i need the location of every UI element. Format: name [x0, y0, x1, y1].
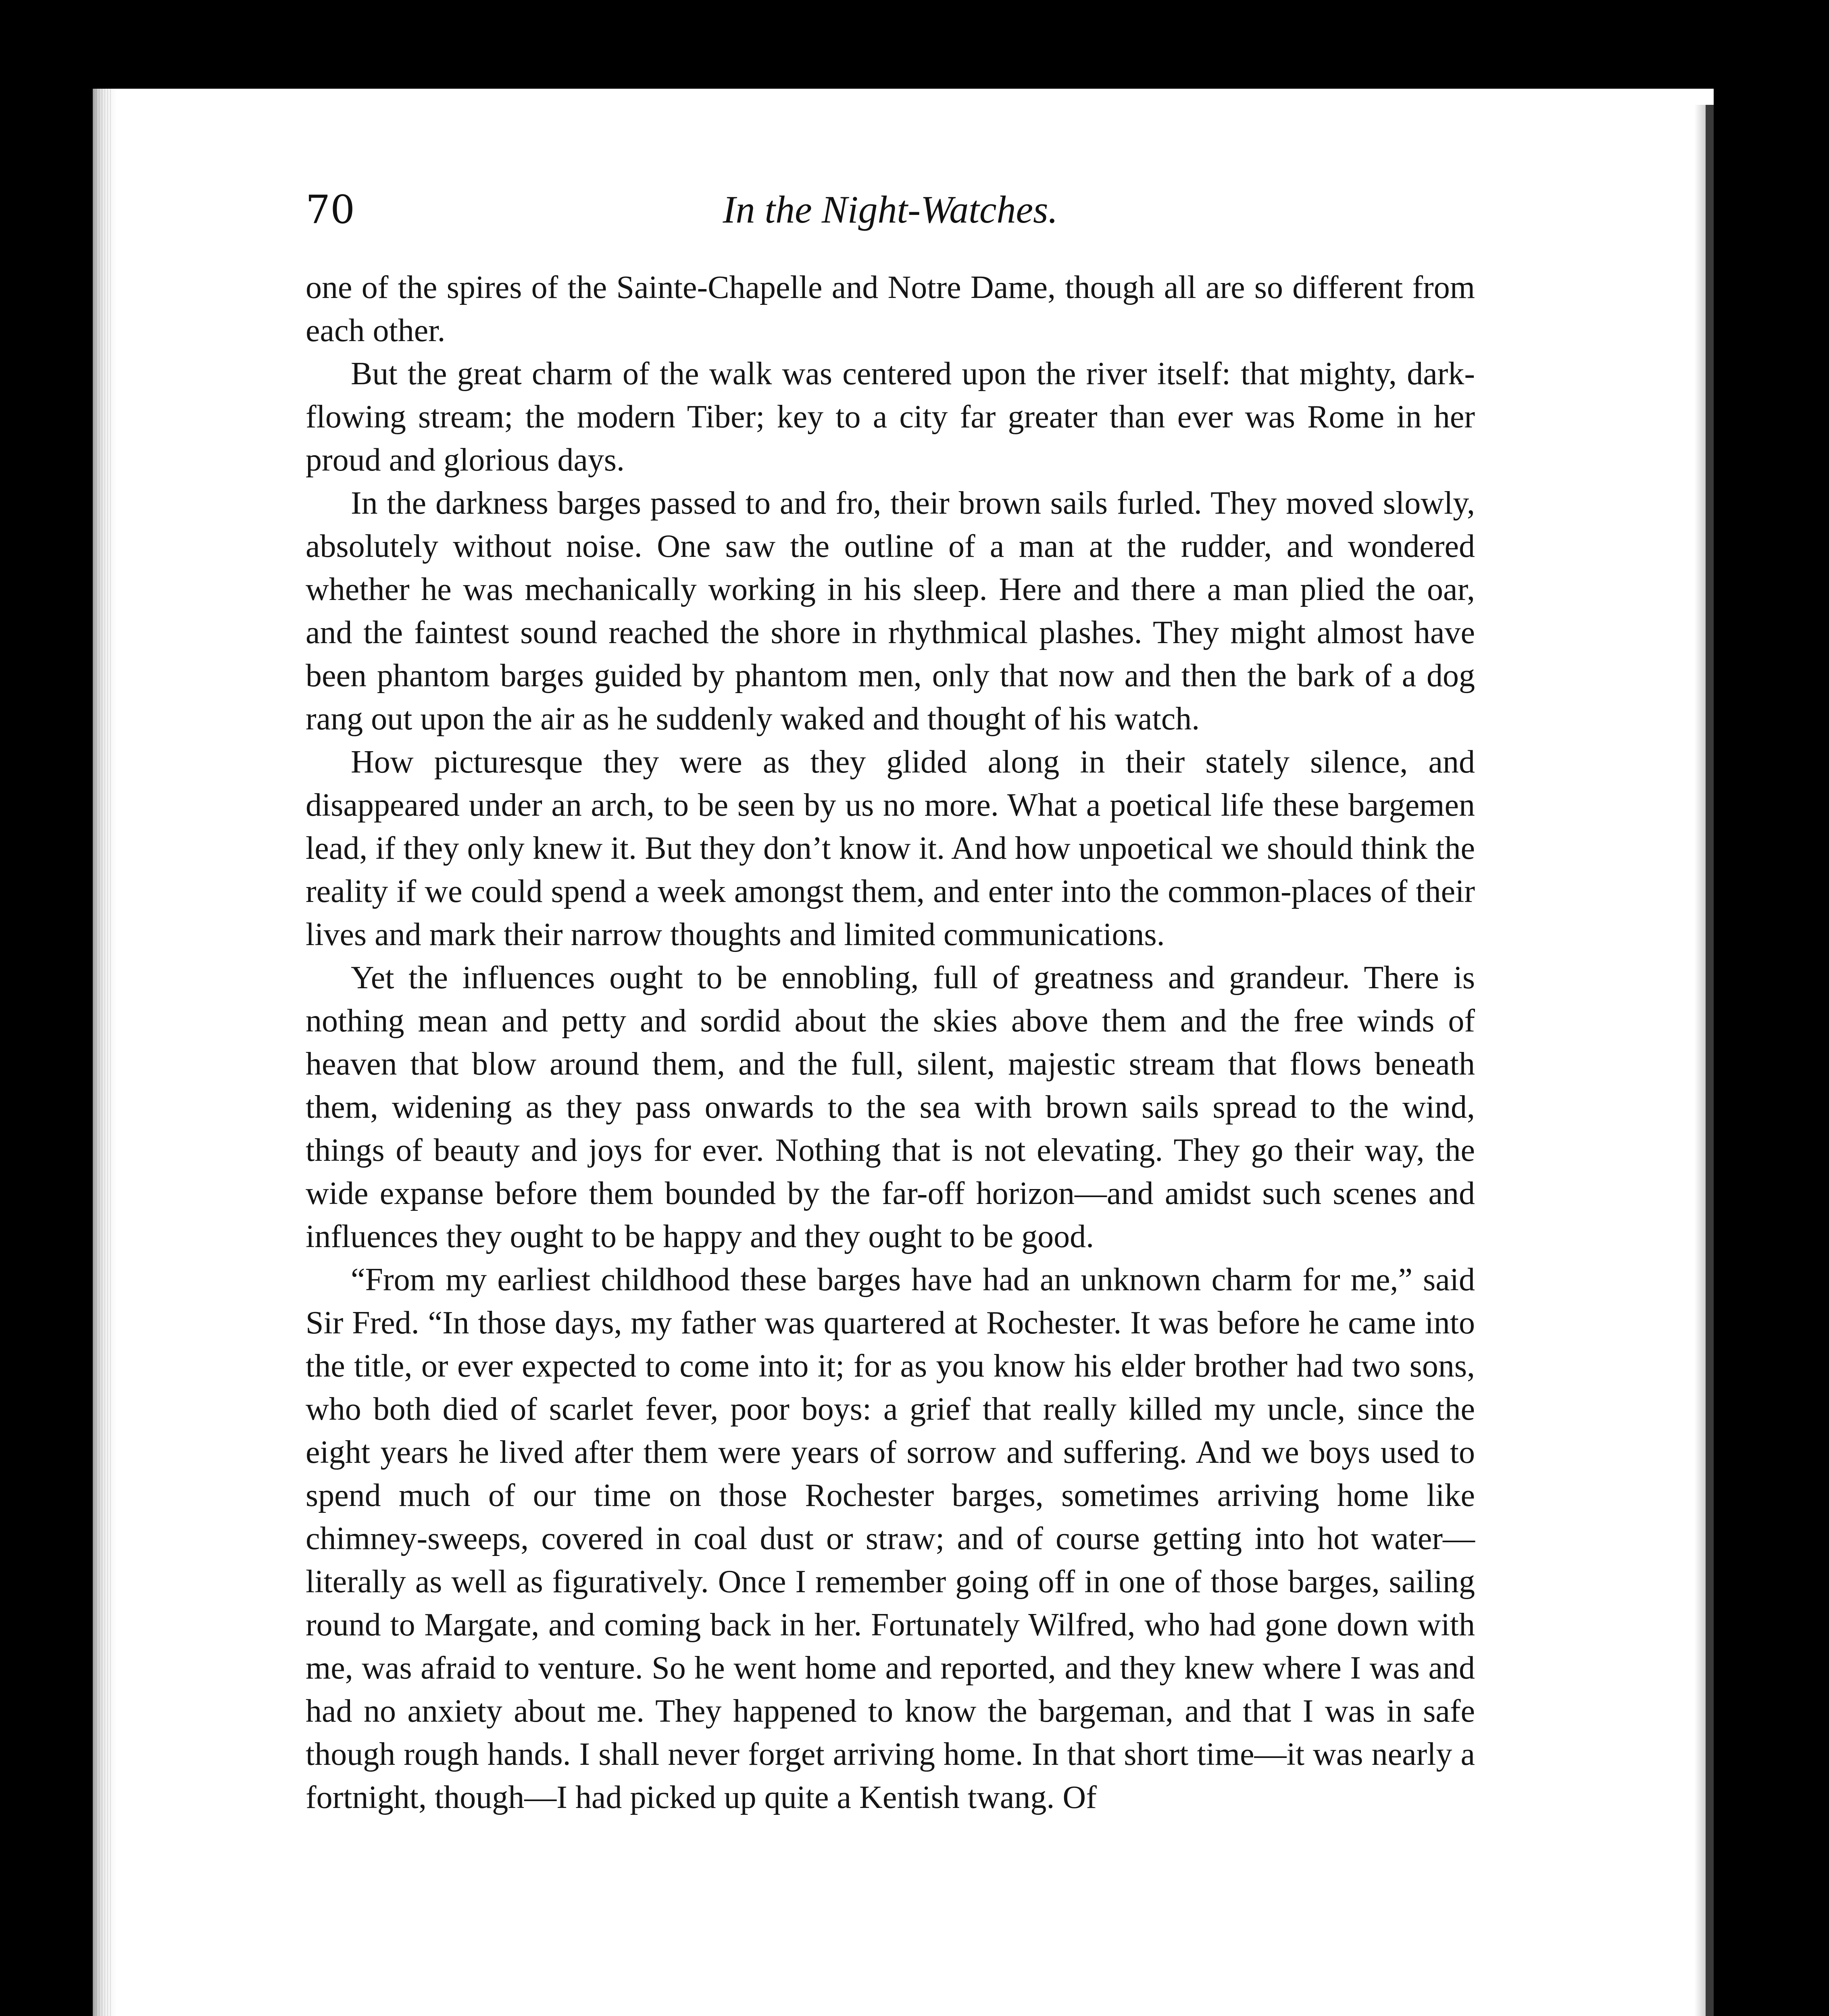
paragraph: Yet the influences ought to be ennobling, full of greatness and grandeur. There is nothing mean and petty and sordid about the skies above them and the free winds of heaven that blow around them, and the full, silent, majestic stream that flows beneath them, widening as they pass onwards to the sea with brown sails spread to the wind, things of beauty and joys for ever. Nothing that is not elevating. They go their way, the wide expanse before them bounded by the far-off horizon—and amidst such scenes and influences they ought to be happy and they ought to be good. [306, 960, 1475, 1254]
paragraph: But the great charm of the walk was centered upon the river itself: that mighty, dark-flowing stream; the modern Tiber; key to a city far greater than ever was Rome in her proud and glorious days. [306, 356, 1475, 478]
paragraph: one of the spires of the Sainte-Chapelle and Notre Dame, though all are so different from each other. [306, 270, 1475, 348]
page-edge-shade [1694, 105, 1706, 2016]
body-text [306, 266, 1475, 2016]
page-edge-shadow [1706, 105, 1714, 2016]
paragraph: “From my earliest childhood these barges have had an unknown charm for me,” said Sir Fred. “In those days, my father was quartered at Rochester. It was before he came into the title, or ever expected to come into it; for as you know his elder brother had two sons, who both died of scarlet fever, poor boys: a grief that really killed my uncle, since the eight years he lived after them were years of sorrow and suffering. And we boys used to spend much of our time on those Rochester barges, sometimes arriving home like chimney-sweeps, covered in coal dust or straw; and of course getting into hot water—literally as well as figuratively. Once I remember going off in one of those barges, sailing round to Margate, and coming back in her. Fortunately Wilfred, who had gone down with me, was afraid to venture. So he went home and reported, and they knew where I was and had no anxiety about me. They happened to know the bargeman, and that I was in safe though rough hands. I shall never forget arriving home. In that short time—it was nearly a fortnight, though—I had picked up quite a Kentish twang. Of [306, 1262, 1475, 1815]
paragraph: How picturesque they were as they glided along in their stately silence, and disappeared under an arch, to be seen by us no more. What a poetical life these bargemen lead, if they only knew it. But they don’t know it. And how unpoetical we should think the reality if we could spend a week amongst them, and enter into the common-places of their lives and mark their narrow thoughts and limited communications. [306, 744, 1475, 952]
page-number: 70 [306, 187, 355, 232]
paragraph: In the darkness barges passed to and fro, their brown sails furled. They moved slowly, absolutely without noise. One saw the outline of a man at the rudder, and wondered whether he was mechanically working in his sleep. Here and there a man plied the oar, and the faintest sound reached the shore in rhythmical plashes. They might almost have been phantom barges guided by phantom men, only that now and then the bark of a dog rang out upon the air as he suddenly waked and thought of his watch. [306, 485, 1475, 737]
page-header [306, 177, 1588, 242]
binding-texture [96, 89, 112, 2016]
running-title: In the Night-Watches. [723, 188, 1058, 231]
